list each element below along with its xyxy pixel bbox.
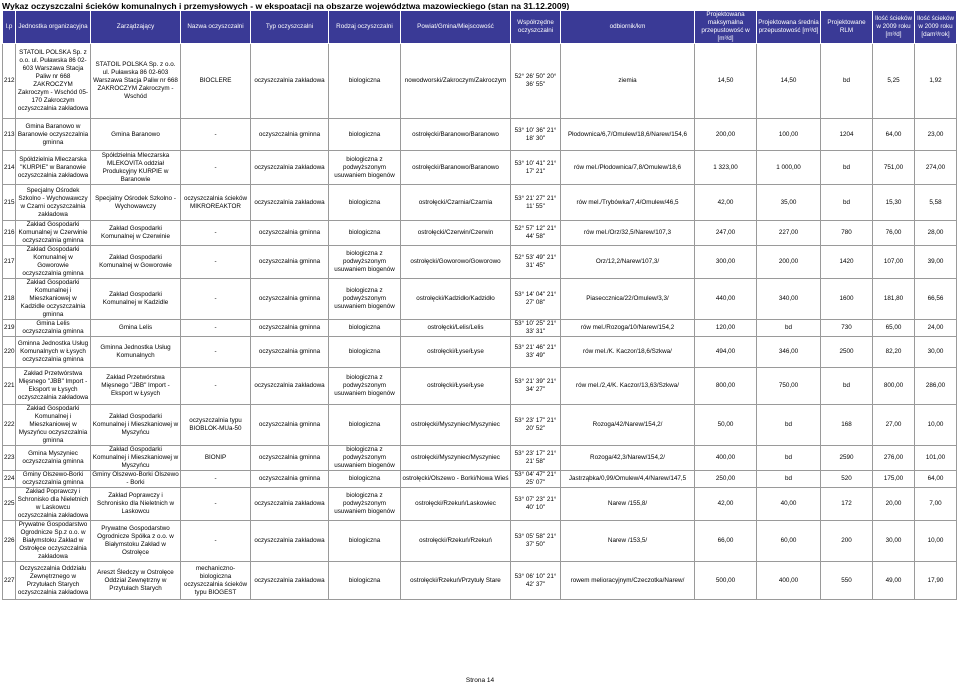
cell-zarzadzajacy: Prywatne Gospodarstwo Ogrodnicze Spółka z o.o. w Białymstoku Zakład w Ostrołęce xyxy=(91,521,181,562)
cell-ilosc_r: 30,00 xyxy=(915,337,957,368)
header-cell: Rodzaj oczyszczalni xyxy=(329,11,401,44)
cell-odbiornik: Narew /155,8/ xyxy=(561,488,695,521)
cell-powiat: ostrołęcki/Baranowo/Baranowo xyxy=(401,151,511,185)
cell-nazwa: - xyxy=(181,337,251,368)
cell-rlm: 1420 xyxy=(821,246,873,279)
cell-ilosc_r: 7,00 xyxy=(915,488,957,521)
header-cell: Nazwa oczyszczalni xyxy=(181,11,251,44)
cell-jednostka: Zakład Poprawczy i Schronisko dla Nieletnich w Laskowcu oczyszczalnia zakładowa xyxy=(16,488,91,521)
cell-srednia: 60,00 xyxy=(757,521,821,562)
cell-odbiornik: rów mel./Trybówka/7,4/Omulew/46,5 xyxy=(561,185,695,221)
header-cell: Powiat/Gmina/Miejscowość xyxy=(401,11,511,44)
table-row xyxy=(3,119,957,151)
cell-ilosc_r: 274,00 xyxy=(915,151,957,185)
cell-zarzadzajacy: Zakład Przetwórstwa Mięsnego "JBB" Import - Eksport w Łysych xyxy=(91,368,181,405)
cell-typ: oczyszczalnia zakładowa xyxy=(251,368,329,405)
cell-maks: 500,00 xyxy=(695,562,757,600)
cell-odbiornik: rów mel./Orz/32,5/Narew/107,3 xyxy=(561,221,695,246)
header-cell: Projektowana maksymalna przepustowość w [m³/d] xyxy=(695,11,757,44)
cell-nazwa: - xyxy=(181,320,251,337)
header-cell: Ilość ścieków w 2009 roku [dam³/rok] xyxy=(915,11,957,44)
header-row xyxy=(3,11,957,44)
cell-wsp: 53° 21' 39" 21° 34' 27" xyxy=(511,368,561,405)
header-cell: Jednostka organizacyjna xyxy=(16,11,91,44)
cell-ilosc_r: 5,58 xyxy=(915,185,957,221)
cell-ilosc_r: 101,00 xyxy=(915,446,957,471)
cell-lp: 227 xyxy=(3,562,16,600)
cell-ilosc_d: 751,00 xyxy=(873,151,915,185)
cell-jednostka: Zakład Gospodarki Komunalnej w Goworowie oczyszczalnia gminna xyxy=(16,246,91,279)
cell-maks: 494,00 xyxy=(695,337,757,368)
cell-jednostka: Gmina Lelis oczyszczalnia gminna xyxy=(16,320,91,337)
cell-powiat: ostrołęcki/Łyse/Łyse xyxy=(401,337,511,368)
cell-rlm: 2590 xyxy=(821,446,873,471)
cell-rlm: 520 xyxy=(821,471,873,488)
cell-ilosc_d: 76,00 xyxy=(873,221,915,246)
cell-lp: 216 xyxy=(3,221,16,246)
header-cell: Ilość ścieków w 2009 roku [m³/d] xyxy=(873,11,915,44)
cell-srednia: bd xyxy=(757,446,821,471)
cell-ilosc_r: 64,00 xyxy=(915,471,957,488)
cell-srednia: 346,00 xyxy=(757,337,821,368)
cell-ilosc_d: 181,80 xyxy=(873,279,915,320)
table-row xyxy=(3,405,957,446)
cell-odbiornik: Jastrząbka/0,99/Omulew/4,4/Narew/147,5 xyxy=(561,471,695,488)
cell-wsp: 53° 06' 10" 21° 42' 37" xyxy=(511,562,561,600)
cell-wsp: 53° 21' 27" 21° 11' 55" xyxy=(511,185,561,221)
cell-rodzaj: biologiczna xyxy=(329,405,401,446)
cell-wsp: 52° 53' 49" 21° 31' 45" xyxy=(511,246,561,279)
cell-rodzaj: biologiczna z podwyższonym usuwaniem biogenów xyxy=(329,151,401,185)
cell-jednostka: Spółdzielnia Mleczarska "KURPIE" w Baranowie oczyszczalnia zakładowa xyxy=(16,151,91,185)
cell-srednia: 40,00 xyxy=(757,488,821,521)
cell-rlm: 780 xyxy=(821,221,873,246)
cell-srednia: bd xyxy=(757,320,821,337)
cell-srednia: 200,00 xyxy=(757,246,821,279)
cell-nazwa: - xyxy=(181,488,251,521)
cell-maks: 42,00 xyxy=(695,488,757,521)
cell-ilosc_r: 17,90 xyxy=(915,562,957,600)
cell-odbiornik: Narew /153,5/ xyxy=(561,521,695,562)
cell-rlm: 1600 xyxy=(821,279,873,320)
cell-wsp: 53° 10' 36" 21° 18' 30" xyxy=(511,119,561,151)
cell-wsp: 52° 26' 50" 20° 36' 55" xyxy=(511,44,561,119)
cell-maks: 440,00 xyxy=(695,279,757,320)
cell-rodzaj: biologiczna z podwyższonym usuwaniem biogenów xyxy=(329,446,401,471)
table-row xyxy=(3,246,957,279)
table-row xyxy=(3,521,957,562)
cell-powiat: ostrołęcki/Rzekuń/Przytuły Stare xyxy=(401,562,511,600)
cell-maks: 400,00 xyxy=(695,446,757,471)
cell-wsp: 53° 21' 46" 21° 33' 49" xyxy=(511,337,561,368)
cell-powiat: ostrołęcki/Myszyniec/Myszyniec xyxy=(401,446,511,471)
cell-lp: 218 xyxy=(3,279,16,320)
cell-jednostka: Oczyszczalnia Oddziału Zewnętrznego w Przytułach Starych oczyszczalnia zakładowa xyxy=(16,562,91,600)
cell-typ: oczyszczalnia gminna xyxy=(251,405,329,446)
cell-rlm: 172 xyxy=(821,488,873,521)
cell-odbiornik: rów mel./2,4/K. Kaczor/13,63/Szkwa/ xyxy=(561,368,695,405)
cell-rodzaj: biologiczna z podwyższonym usuwaniem biogenów xyxy=(329,368,401,405)
cell-rodzaj: biologiczna xyxy=(329,221,401,246)
header-cell: Projektowane RLM xyxy=(821,11,873,44)
cell-nazwa: BIONIP xyxy=(181,446,251,471)
cell-srednia: bd xyxy=(757,471,821,488)
table-row xyxy=(3,471,957,488)
cell-maks: 247,00 xyxy=(695,221,757,246)
cell-powiat: ostrołęcki/Czerwin/Czerwin xyxy=(401,221,511,246)
header-cell: Współrzędne oczyszczalni xyxy=(511,11,561,44)
cell-wsp: 53° 14' 04" 21° 27' 08" xyxy=(511,279,561,320)
cell-typ: oczyszczalnia gminna xyxy=(251,246,329,279)
cell-srednia: 1 000,00 xyxy=(757,151,821,185)
cell-srednia: 750,00 xyxy=(757,368,821,405)
cell-powiat: ostrołęcki/Lelis/Lelis xyxy=(401,320,511,337)
cell-ilosc_d: 65,00 xyxy=(873,320,915,337)
cell-typ: oczyszczalnia gminna xyxy=(251,279,329,320)
cell-powiat: ostrołęcki/Baranowo/Baranowo xyxy=(401,119,511,151)
cell-powiat: nowodworski/Zakroczym/Zakroczym xyxy=(401,44,511,119)
cell-ilosc_d: 49,00 xyxy=(873,562,915,600)
cell-typ: oczyszczalnia gminna xyxy=(251,320,329,337)
cell-nazwa: - xyxy=(181,151,251,185)
cell-maks: 200,00 xyxy=(695,119,757,151)
cell-ilosc_r: 1,92 xyxy=(915,44,957,119)
cell-jednostka: Gmina Myszyniec oczyszczalnia gminna xyxy=(16,446,91,471)
cell-powiat: ostrołęcki/Rzekuń/Laskowiec xyxy=(401,488,511,521)
cell-lp: 219 xyxy=(3,320,16,337)
cell-ilosc_d: 64,00 xyxy=(873,119,915,151)
cell-odbiornik: rów mel./Rozoga/10/Narew/154,2 xyxy=(561,320,695,337)
cell-powiat: ostrołęcki/Goworowo/Goworowo xyxy=(401,246,511,279)
cell-ilosc_d: 82,20 xyxy=(873,337,915,368)
cell-ilosc_r: 10,00 xyxy=(915,521,957,562)
cell-zarzadzajacy: Gmina Lelis xyxy=(91,320,181,337)
cell-rlm: bd xyxy=(821,44,873,119)
page-title: Wykaz oczyszczalni ścieków komunalnych i przemysłowych - w ekspoatacji na obszarze województwa mazowieckiego (stan na 31.12.2009) xyxy=(2,1,570,11)
cell-typ: oczyszczalnia gminna xyxy=(251,221,329,246)
cell-zarzadzajacy: Gmina Baranowo xyxy=(91,119,181,151)
cell-srednia: 35,00 xyxy=(757,185,821,221)
table-row xyxy=(3,446,957,471)
header-cell: Typ oczyszczalni xyxy=(251,11,329,44)
table-row xyxy=(3,221,957,246)
cell-rlm: 200 xyxy=(821,521,873,562)
cell-zarzadzajacy: Spółdzielnia Mleczarska MLEKOVITA oddział Produkcyjny KURPIE w Baranowie xyxy=(91,151,181,185)
cell-ilosc_r: 24,00 xyxy=(915,320,957,337)
table-row xyxy=(3,337,957,368)
table-row xyxy=(3,279,957,320)
cell-jednostka: Gminy Olszewo-Borki oczyszczalnia gminna xyxy=(16,471,91,488)
table-row xyxy=(3,44,957,119)
cell-ilosc_r: 39,00 xyxy=(915,246,957,279)
cell-typ: oczyszczalnia zakładowa xyxy=(251,44,329,119)
cell-odbiornik: rowem melioracyjnym/Czeczotka/Narew/ xyxy=(561,562,695,600)
cell-srednia: 100,00 xyxy=(757,119,821,151)
cell-nazwa: mechaniczno-biologiczna oczyszczalnia ścieków typu BIOGEST xyxy=(181,562,251,600)
cell-rodzaj: biologiczna z podwyższonym usuwaniem biogenów xyxy=(329,279,401,320)
cell-typ: oczyszczalnia zakładowa xyxy=(251,488,329,521)
cell-rlm: 730 xyxy=(821,320,873,337)
cell-wsp: 53° 10' 41" 21° 17' 21" xyxy=(511,151,561,185)
cell-srednia: 340,00 xyxy=(757,279,821,320)
cell-srednia: bd xyxy=(757,405,821,446)
cell-lp: 217 xyxy=(3,246,16,279)
header-cell: Zarządzający xyxy=(91,11,181,44)
cell-ilosc_r: 10,00 xyxy=(915,405,957,446)
cell-typ: oczyszczalnia zakładowa xyxy=(251,151,329,185)
cell-rlm: bd xyxy=(821,185,873,221)
cell-typ: oczyszczalnia gminna xyxy=(251,119,329,151)
cell-wsp: 53° 23' 17" 21° 20' 52" xyxy=(511,405,561,446)
cell-lp: 220 xyxy=(3,337,16,368)
cell-lp: 224 xyxy=(3,471,16,488)
cell-ilosc_d: 800,00 xyxy=(873,368,915,405)
cell-lp: 222 xyxy=(3,405,16,446)
cell-lp: 215 xyxy=(3,185,16,221)
table-row xyxy=(3,368,957,405)
cell-lp: 221 xyxy=(3,368,16,405)
cell-rodzaj: biologiczna xyxy=(329,471,401,488)
cell-rlm: 2500 xyxy=(821,337,873,368)
cell-rodzaj: biologiczna xyxy=(329,337,401,368)
cell-zarzadzajacy: Zakład Gospodarki Komunalnej i Mieszkaniowej w Myszyńcu xyxy=(91,446,181,471)
cell-jednostka: Gminna Jednostka Usług Komunalnych w Łysych oczyszczalnia gminna xyxy=(16,337,91,368)
cell-ilosc_d: 30,00 xyxy=(873,521,915,562)
cell-odbiornik: Rozoga/42,3/Narew/154,2/ xyxy=(561,446,695,471)
cell-odbiornik: rów mel./K. Kaczor/18,6/Szkwa/ xyxy=(561,337,695,368)
table-body xyxy=(3,44,957,600)
cell-maks: 14,50 xyxy=(695,44,757,119)
cell-wsp: 53° 07' 23" 21° 40' 10" xyxy=(511,488,561,521)
cell-nazwa: - xyxy=(181,246,251,279)
cell-typ: oczyszczalnia zakładowa xyxy=(251,185,329,221)
page-footer: Strona 14 xyxy=(465,677,495,684)
cell-wsp: 53° 10' 25" 21° 33' 31" xyxy=(511,320,561,337)
cell-maks: 250,00 xyxy=(695,471,757,488)
cell-lp: 213 xyxy=(3,119,16,151)
cell-zarzadzajacy: Areszt Śledczy w Ostrołęce Oddział Zewnętrzny w Przytułach Starych xyxy=(91,562,181,600)
cell-rlm: 550 xyxy=(821,562,873,600)
cell-lp: 226 xyxy=(3,521,16,562)
table-row xyxy=(3,185,957,221)
cell-powiat: ostrołęcki/Czarnia/Czarnia xyxy=(401,185,511,221)
cell-maks: 66,00 xyxy=(695,521,757,562)
cell-ilosc_d: 5,25 xyxy=(873,44,915,119)
header-cell: l.p xyxy=(3,11,16,44)
cell-rodzaj: biologiczna xyxy=(329,44,401,119)
cell-jednostka: Gmina Baranowo w Baranowie oczyszczalnia gminna xyxy=(16,119,91,151)
cell-zarzadzajacy: Zakład Gospodarki Komunalnej i Mieszkaniowej w Myszyńcu xyxy=(91,405,181,446)
cell-powiat: ostrołęcki/Olszewo - Borki/Nowa Wieś xyxy=(401,471,511,488)
cell-wsp: 53° 04' 47" 21° 25' 07" xyxy=(511,471,561,488)
wastewater-table xyxy=(2,10,957,600)
cell-rodzaj: biologiczna xyxy=(329,562,401,600)
cell-jednostka: STATOIL POLSKA Sp. z o.o. ul. Puławska 86 02-603 Warszawa Stacja Paliw nr 668 ZAKROCZYM Zakroczym - Wschód 05-170 Zakroczym oczyszczalnia zakładowa xyxy=(16,44,91,119)
cell-rodzaj: biologiczna z podwyższonym usuwaniem biogenów xyxy=(329,246,401,279)
cell-powiat: ostrołęcki/Myszyniec/Myszyniec xyxy=(401,405,511,446)
cell-wsp: 53° 05' 58" 21° 37' 50" xyxy=(511,521,561,562)
cell-ilosc_r: 23,00 xyxy=(915,119,957,151)
cell-ilosc_d: 175,00 xyxy=(873,471,915,488)
cell-ilosc_d: 27,00 xyxy=(873,405,915,446)
cell-jednostka: Zakład Gospodarki Komunalnej w Czerwinie oczyszczalnia gminna xyxy=(16,221,91,246)
cell-odbiornik: ziemia xyxy=(561,44,695,119)
cell-jednostka: Zakład Gospodarki Komunalnej i Mieszkaniowej w Kadzidle oczyszczalnia gminna xyxy=(16,279,91,320)
cell-maks: 50,00 xyxy=(695,405,757,446)
cell-rodzaj: biologiczna xyxy=(329,119,401,151)
cell-zarzadzajacy: Gminy Olszewo-Borki Olszewo - Borki xyxy=(92,471,179,486)
cell-lp: 223 xyxy=(3,446,16,471)
cell-maks: 42,00 xyxy=(695,185,757,221)
cell-odbiornik: Płodownica/6,7/Omulew/18,6/Narew/154,6 xyxy=(561,119,695,151)
cell-ilosc_r: 28,00 xyxy=(915,221,957,246)
cell-zarzadzajacy: Gminna Jednostka Usług Komunalnych xyxy=(91,337,181,368)
cell-rodzaj: biologiczna xyxy=(329,521,401,562)
cell-powiat: ostrołęcki/Rzekuń/Rzekuń xyxy=(401,521,511,562)
cell-jednostka: Zakład Przetwórstwa Mięsnego "JBB" Import - Eksport w Łysych oczyszczalnia zakładowa xyxy=(16,368,91,405)
cell-rlm: bd xyxy=(821,368,873,405)
cell-zarzadzajacy: Zakład Poprawczy i Schronisko dla Nieletnich w Laskowcu xyxy=(91,488,181,521)
cell-rodzaj: biologiczna xyxy=(329,185,401,221)
cell-rlm: 1204 xyxy=(821,119,873,151)
cell-ilosc_r: 66,56 xyxy=(915,279,957,320)
cell-powiat: ostrołęcki/Kadzidło/Kadzidło xyxy=(401,279,511,320)
cell-nazwa: - xyxy=(181,368,251,405)
cell-typ: oczyszczalnia gminna xyxy=(251,471,329,488)
cell-rodzaj: biologiczna xyxy=(329,320,401,337)
cell-zarzadzajacy: STATOIL POLSKA Sp. z o.o. ul. Puławska 86 02-603 Warszawa Stacja Paliw nr 668 ZAKROCZYM Zakroczym - Wschód xyxy=(91,44,181,119)
cell-lp: 212 xyxy=(3,44,16,119)
cell-ilosc_d: 15,30 xyxy=(873,185,915,221)
cell-odbiornik: Orz/12,2/Narew/107,3/ xyxy=(561,246,695,279)
cell-srednia: 14,50 xyxy=(757,44,821,119)
cell-odbiornik: Rozoga/42/Narew/154,2/ xyxy=(561,405,695,446)
cell-maks: 120,00 xyxy=(695,320,757,337)
cell-nazwa: BIOCLERE xyxy=(181,44,251,119)
cell-nazwa: - xyxy=(181,471,251,488)
cell-lp: 214 xyxy=(3,151,16,185)
table-row xyxy=(3,562,957,600)
cell-odbiornik: Piaseccznica/22/Omulew/3,3/ xyxy=(561,279,695,320)
header-cell: odbiornik/km xyxy=(561,11,695,44)
cell-rlm: bd xyxy=(821,151,873,185)
cell-wsp: 53° 23' 17" 21° 21' 58" xyxy=(511,446,561,471)
cell-ilosc_r: 286,00 xyxy=(915,368,957,405)
cell-nazwa: oczyszczalnia typu BIOBLOK-MUa-50 xyxy=(181,405,251,446)
cell-typ: oczyszczalnia gminna xyxy=(251,337,329,368)
cell-typ: oczyszczalnia gminna xyxy=(251,446,329,471)
cell-jednostka: Zakład Gospodarki Komunalnej i Mieszkaniowej w Myszyńcu oczyszczalnia gminna xyxy=(16,405,91,446)
cell-nazwa: oczyszczalnia ścieków MIKROREAKTOR xyxy=(181,185,251,221)
cell-lp: 225 xyxy=(3,488,16,521)
cell-nazwa: - xyxy=(181,119,251,151)
cell-jednostka: Prywatne Gospodarstwo Ogrodnicze Sp.z o.o. w Białymstoku Zakład w Ostrołęce oczyszczalnia zakładowa xyxy=(16,521,91,562)
cell-srednia: 227,00 xyxy=(757,221,821,246)
cell-odbiornik: rów mel./Płodownica/7,8/Omulew/18,6 xyxy=(561,151,695,185)
cell-wsp: 52° 57' 12" 21° 44' 58" xyxy=(511,221,561,246)
cell-maks: 300,00 xyxy=(695,246,757,279)
cell-ilosc_d: 20,00 xyxy=(873,488,915,521)
cell-maks: 800,00 xyxy=(695,368,757,405)
cell-powiat: ostrołęcki/Łyse/Łyse xyxy=(401,368,511,405)
cell-typ: oczyszczalnia zakładowa xyxy=(251,562,329,600)
cell-rodzaj: biologiczna z podwyższonym usuwaniem biogenów xyxy=(329,488,401,521)
table-row xyxy=(3,151,957,185)
cell-nazwa: - xyxy=(181,221,251,246)
cell-ilosc_d: 107,00 xyxy=(873,246,915,279)
table-row xyxy=(3,320,957,337)
cell-srednia: 400,00 xyxy=(757,562,821,600)
cell-rlm: 168 xyxy=(821,405,873,446)
table-row xyxy=(3,488,957,521)
cell-zarzadzajacy: Zakład Gospodarki Komunalnej w Czerwinie xyxy=(91,221,181,246)
cell-zarzadzajacy: Zakład Gospodarki Komunalnej w Kadzidle xyxy=(91,279,181,320)
cell-maks: 1 323,00 xyxy=(695,151,757,185)
cell-zarzadzajacy: Specjalny Ośrodek Szkolno - Wychowawczy xyxy=(91,185,181,221)
cell-zarzadzajacy: Zakład Gospodarki Komunalnej w Goworowie xyxy=(91,246,181,279)
cell-nazwa: - xyxy=(181,521,251,562)
cell-typ: oczyszczalnia zakładowa xyxy=(251,521,329,562)
cell-ilosc_d: 276,00 xyxy=(873,446,915,471)
cell-nazwa: - xyxy=(181,279,251,320)
header-cell: Projektowana średnia przepustowość [m³/d] xyxy=(757,11,821,44)
cell-jednostka: Specjalny Ośrodek Szkolno - Wychowawczy w Czarni oczyszczalnia zakładowa xyxy=(16,185,91,221)
